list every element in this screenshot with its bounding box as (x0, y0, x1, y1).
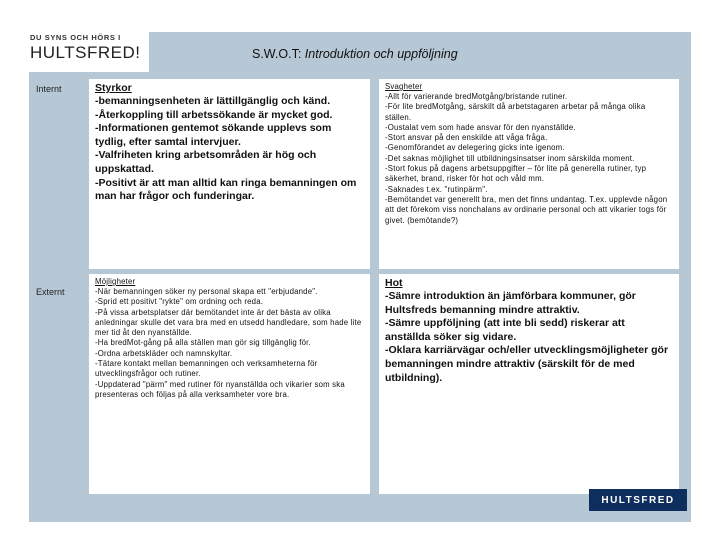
footer-logo (589, 489, 687, 511)
weaknesses-item: -För lite bredMotgång, särskilt då arbetstagaren arbetar på många olika ställen. (385, 102, 646, 122)
footer-logo-text: HULTSFRED (601, 494, 675, 506)
opportunities-item: -Uppdaterad "pärm" med rutiner för nyanställda och vikarier som ska presenteras och följas på alla verksamheter vore bra. (95, 379, 345, 399)
opportunities-item: -När bemanningen söker ny personal skapa ett "erbjudande". (95, 287, 318, 296)
opportunities-item: -Tätare kontakt mellan bemanningen och verksamheterna för utvecklingsfrågor och rutiner. (95, 359, 318, 379)
opportunities-item: -Sprid ett positivt "rykte" om ordning och reda. (95, 297, 264, 307)
row-label-external: Externt (36, 287, 65, 297)
opportunities-cell (89, 274, 370, 494)
logo-tagline: DU SYNS OCH HÖRS I (30, 33, 121, 42)
threats-item: -Sämre uppföljning (att inte bli sedd) riskerar att anställda söker sig vidare. (385, 317, 625, 343)
logo-name: HULTSFRED! (30, 43, 141, 62)
weaknesses-item: -Saknades t.ex. "rutinpärm". (385, 184, 488, 194)
hultsfred-logo (30, 33, 140, 63)
strengths-item: -Valfriheten kring arbetsområden är hög och uppskattad. (95, 149, 317, 175)
strengths-cell (89, 79, 370, 269)
strengths-item: -Positivt är att man alltid kan ringa bemanningen om man har frågor och funderingar. (95, 176, 357, 203)
opportunities-item: -På vissa arbetsplatser där bemötandet inte är det bästa av olika anledningar skulle det vara bra med en utsedd handledare, som hade lite mer tid åt den nyanställde. (95, 307, 362, 338)
title-prefix: S.W.O.T: (252, 47, 305, 61)
title-rest: Introduktion och uppföljning (304, 47, 458, 61)
weaknesses-item: -Stort fokus på dagens arbetsuppgifter – för lite på generella rutiner, typ säkerhet, brand, risker för hot och våld mm. (385, 164, 647, 184)
threats-item: -Oklara karriärvägar och/eller utvecklingsmöjligheter gör bemanningen mindre attraktiv (särskilt för de med utbildning). (385, 344, 669, 384)
threats-cell (379, 274, 679, 494)
slide-title (252, 47, 458, 61)
threats-heading: Hot (385, 277, 403, 289)
weaknesses-item: -Stort ansvar på den enskilde att våga fråga. (385, 133, 548, 143)
threats-item: -Sämre introduktion än jämförbara kommuner, gör Hultsfreds bemanning mindre attraktiv. (385, 290, 636, 316)
opportunities-item: -Ordna arbetskläder och namnskyltar. (95, 348, 233, 358)
weaknesses-item: -Genomförandet av delegering gicks inte igenom. (385, 143, 565, 153)
strengths-item: -bemanningsenheten är lättillgänglig och känd. (95, 95, 331, 107)
row-label-internal: Internt (36, 84, 62, 94)
weaknesses-item: -Oustalat vem som hade ansvar för den nyanställde. (385, 122, 576, 132)
strengths-item: -Återkoppling till arbetssökande är mycket god. (95, 108, 333, 121)
opportunities-heading: Möjligheter (95, 277, 136, 286)
strengths-heading: Styrkor (95, 82, 132, 94)
weaknesses-item: -Allt för varierande bredMotgång/bristande rutiner. (385, 92, 568, 101)
weaknesses-item: -Bemötandet var generellt bra, men det finns undantag. T.ex. upplevde någon att det förekom viss nonchalans av ordinarie personal och att vikarier togs för givet. (bemötande?) (385, 194, 668, 225)
weaknesses-item: -Det saknas möjlighet till utbildningsinsatser inom särskilda moment. (385, 153, 635, 163)
opportunities-item: -Ha bredMot-gång på alla ställen man gör sig tillgänglig för. (95, 338, 311, 348)
strengths-item: -Informationen gentemot sökande upplevs som tydlig, efter samtal intervjuer. (95, 122, 332, 148)
weaknesses-heading: Svagheter (385, 82, 423, 91)
weaknesses-cell (379, 79, 679, 269)
